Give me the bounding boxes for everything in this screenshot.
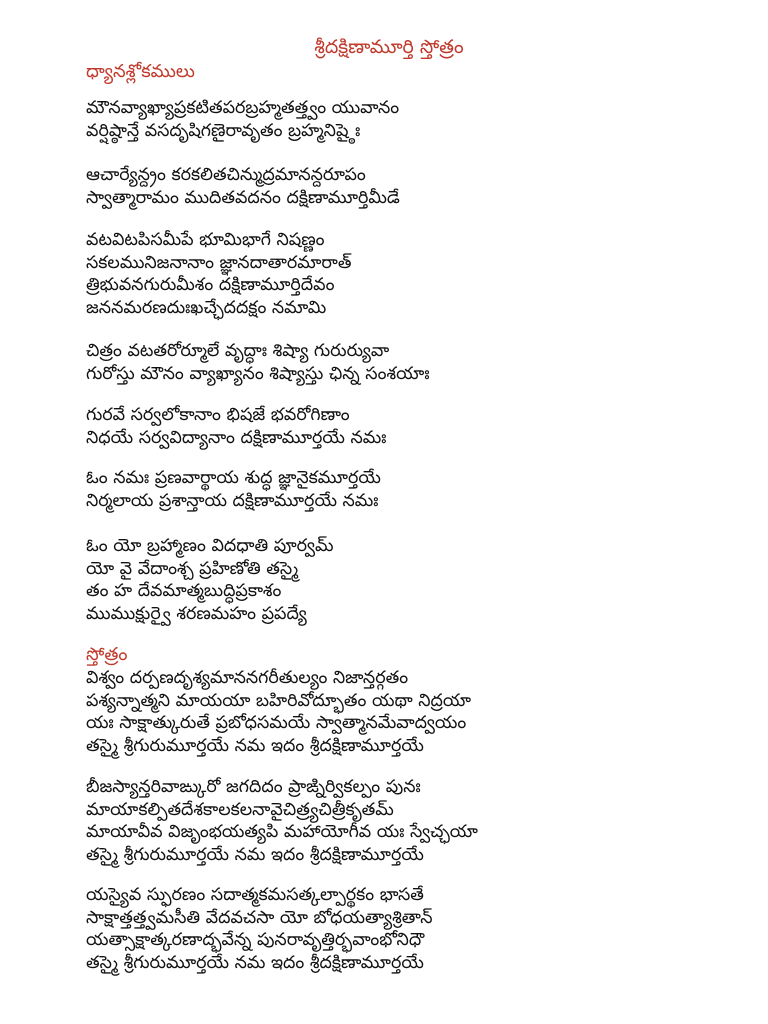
stanza	[86, 229, 756, 319]
verse-line: తస్మై శ్రీగురుమూర్తయే నమ ఇదం శ్రీదక్షిణామూర్తయే	[86, 735, 424, 756]
stanza	[86, 667, 756, 757]
verse-line: ఓం నమః ప్రణవార్థాయ శుద్ధ జ్ఞానైకమూర్తయే	[86, 468, 381, 488]
stanza	[86, 776, 756, 866]
verse-line: యో వై వేదాంశ్చ ప్రహిణోతి తస్మై	[86, 558, 299, 579]
verse-line: యస్యైవ స్ఫురణం సదాత్మకమసత్కల్పార్థకం భాసతే	[86, 885, 424, 905]
verse-line: మాయాకల్పితదేశకాలకలనావైచిత్ర్యచిత్రీకృతమ్	[86, 799, 394, 820]
verse-line: స్వాత్మారామం ముదితవదనం దక్షిణామూర్తిమీడే	[86, 187, 400, 208]
verse-line: నిధయే సర్వవిద్యానాం దక్షిణామూర్తయే నమః	[86, 427, 387, 448]
verse-line: సకలమునిజనానాం జ్ఞానదాతారమారాత్	[86, 252, 352, 273]
verse-line: ఓం యో బ్రహ్మాణం విదధాతి పూర్వమ్	[86, 536, 334, 556]
document-title: శ్రీదక్షిణామూర్తి స్తోత్రం	[314, 36, 464, 58]
section-heading-dhyana: ధ్యానశ్లోకములు	[86, 61, 195, 82]
verse-line: మాయావీవ విజృంభయత్యపి మహాయోగీవ యః స్వేచ్ఛయా	[86, 822, 478, 843]
verse-line: యః సాక్షాత్కురుతే ప్రబోధసమయే స్వాత్మానమేవాద్వయం	[86, 713, 467, 734]
verse-line: ఆచార్యేన్ద్రం కరకలితచిన్ముద్రమానన్దరూపం	[86, 165, 366, 185]
verse-line: తస్మై శ్రీగురుమూర్తయే నమ ఇదం శ్రీదక్షిణామూర్తయే	[86, 952, 424, 973]
verse-line: విశ్వం దర్పణదృశ్యమాననగరీతుల్యం నిజాన్తర్గతం	[86, 668, 409, 688]
stanza	[86, 164, 756, 209]
stanza	[86, 97, 756, 142]
stanza	[86, 535, 756, 625]
verse-line: త్రిభువనగురుమీశం దక్షిణామూర్తిదేవం	[86, 275, 335, 296]
stanza	[86, 467, 756, 512]
verse-line: నిర్మలాయ ప్రశాన్తాయ దక్షిణామూర్తయే నమః	[86, 490, 379, 511]
section-heading-stotram: స్తోత్రం	[86, 644, 128, 665]
verse-line: యత్సాక్షాత్కరణాద్భవేన్న పునరావృత్తిర్భవాంభోనిధౌ	[86, 930, 425, 951]
verse-line: గురవే సర్వలోకానాం భిషజే భవరోగిణాం	[86, 405, 350, 425]
stanza	[86, 340, 756, 385]
stanza	[86, 884, 756, 974]
verse-line: సాక్షాత్తత్త్వమసీతి వేదవచసా యో బోధయత్యాశ్రితాన్	[86, 907, 433, 928]
verse-line: పశ్యన్నాత్మని మాయయా బహిరివోద్భూతం యథా నిద్రయా	[86, 690, 471, 711]
verse-line: చిత్రం వటతరోర్మూలే వృద్ధాః శిష్యా గురుర్యువా	[86, 341, 390, 361]
verse-line: మౌనవ్యాఖ్యాప్రకటితపరబ్రహ్మతత్త్వం యువానం	[86, 98, 400, 118]
verse-line: తస్మై శ్రీగురుమూర్తయే నమ ఇదం శ్రీదక్షిణామూర్తయే	[86, 844, 424, 865]
verse-line: జననమరణదుఃఖచ్ఛేదదక్షం నమామి	[86, 297, 327, 318]
stanza	[86, 404, 756, 449]
verse-line: వటవిటపిసమీపే భూమిభాగే నిషణ్ణం	[86, 230, 325, 250]
verse-line: బీజస్యాన్తరివాఙ్కురో జగదిదం ప్రాఙ్నిర్వికల్పం పునః	[86, 777, 421, 797]
verse-line: తం హ దేవమాత్మబుద్ధిప్రకాశం	[86, 581, 282, 602]
verse-line: ముముక్షుర్వై శరణమహం ప్రపద్యే	[86, 603, 307, 624]
verse-line: గురోస్తు మౌనం వ్యాఖ్యానం శిష్యాస్తు ఛిన్న సంశయాః	[86, 363, 430, 384]
verse-line: వర్షిష్ఠాన్తే వసదృషిగణైరావృతం బ్రహ్మనిష్ఠైః	[86, 120, 361, 141]
